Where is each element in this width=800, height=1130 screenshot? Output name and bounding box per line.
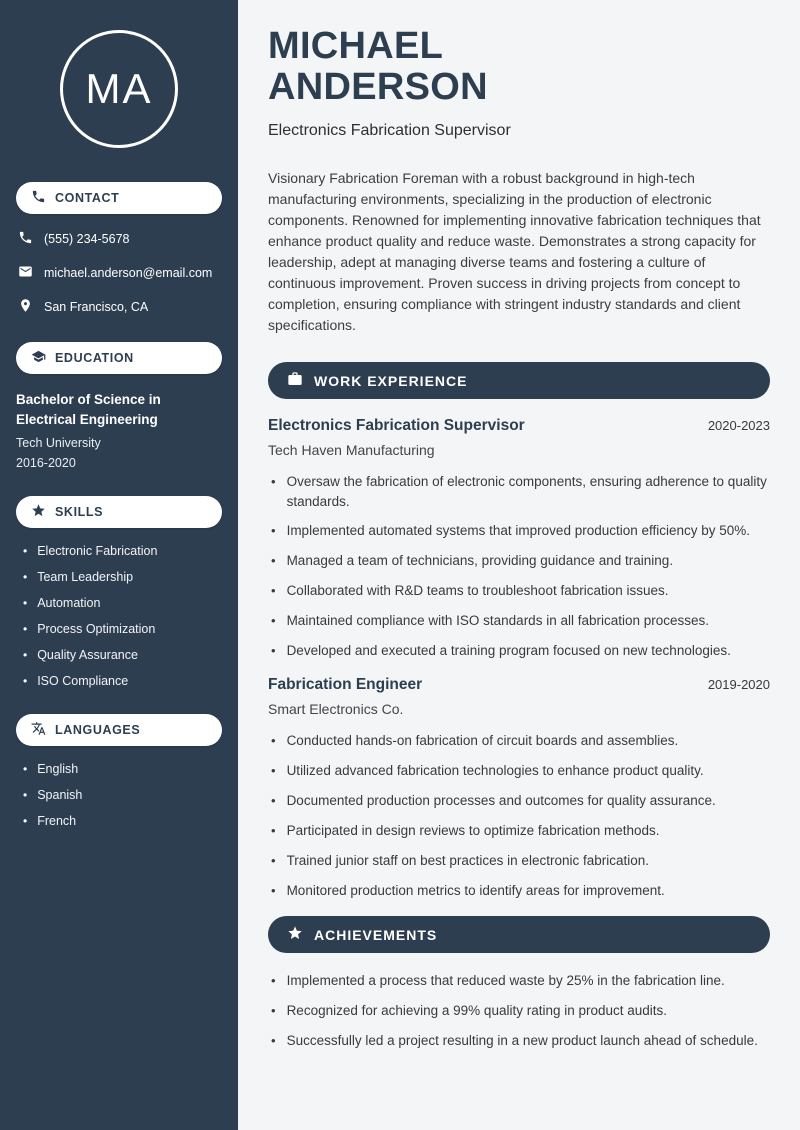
job-bullet-text: Conducted hands-on fabrication of circuit boards and assemblies. [286,733,679,749]
language-item [23,762,222,776]
language-label: Spanish [37,788,83,803]
job-header [268,417,770,435]
main-content [238,0,800,1130]
contact-section-header [16,182,222,214]
job-bullet-text: Maintained compliance with ISO standards in all fabrication processes. [286,612,710,628]
bullet-dot: • [271,612,276,628]
avatar-initials: MA [85,65,153,112]
bullet-dot: • [23,596,28,611]
name-line2: ANDERSON [268,66,488,109]
language-item [23,814,222,828]
contact-phone-text: (555) 234-5678 [44,232,130,246]
skill-item [23,570,222,584]
bullet-dot: • [23,622,28,637]
job-bullet-text: Documented production processes and outcomes for quality assurance. [286,793,716,809]
achievement-bullet [271,1001,770,1021]
bullet-dot: • [271,793,276,809]
achievement-bullet [271,971,770,991]
job-bullet [271,581,770,601]
skill-label: ISO Compliance [37,674,129,689]
job-bullet [271,791,770,811]
achievement-text: Successfully led a project resulting in a new product launch ahead of schedule. [286,1033,758,1049]
phone-icon [18,230,33,248]
achievement-text: Recognized for achieving a 99% quality rating in product audits. [286,1003,668,1019]
bullet-dot: • [23,648,28,663]
education-header-label: EDUCATION [55,351,134,365]
skills-header-label: SKILLS [55,505,104,520]
job-bullet-text: Collaborated with R&D teams to troubleshoot fabrication issues. [286,582,669,598]
job-dates: 2019-2020 [707,677,770,693]
work-experience-header-label: WORK EXPERIENCE [314,372,468,389]
education-school: Tech University [16,436,101,451]
skill-item [23,544,222,558]
contact-email-text: michael.anderson@email.com [44,266,213,280]
languages-header-label: LANGUAGES [55,723,141,738]
bullet-dot: • [23,544,28,559]
star-icon [287,925,303,944]
achievements-list [271,971,770,1051]
star-icon [31,503,46,521]
job-company: Tech Haven Manufacturing [268,442,435,459]
briefcase-icon [287,371,303,390]
skill-item [23,622,222,636]
work-experience-section-header [268,362,770,399]
language-label: French [37,814,77,829]
languages-section-header [16,714,222,746]
professional-title: Electronics Fabrication Supervisor [268,122,511,140]
language-label: English [37,762,79,777]
skills-list [23,544,222,688]
skill-item [23,648,222,662]
contact-location-text: San Francisco, CA [44,300,149,314]
job-bullet [271,551,770,571]
skill-label: Quality Assurance [37,648,138,663]
skill-label: Process Optimization [37,622,156,637]
summary-paragraph: Visionary Fabrication Foreman with a robust background in high-tech manufacturing environments, specializing in the production of electronic components. Renowned for implementing innovative fabrication techniques that enhance product quality and reduce waste. Demonstrates a strong capacity for leadership, adept at managing diverse teams and fostering a culture of continuous improvement. Proven success in driving projects from concept to completion, ensuring compliance with stringent industry standards and client specifications. [268,170,761,334]
job-entry [268,676,770,900]
bullet-dot: • [23,814,28,829]
bullet-dot: • [271,852,276,868]
skill-label: Electronic Fabrication [37,544,158,559]
bullet-dot: • [271,553,276,569]
job-bullet-list [271,731,770,900]
bullet-dot: • [23,788,28,803]
bullet-dot: • [271,973,276,989]
job-company: Smart Electronics Co. [268,701,404,718]
job-bullet-text: Monitored production metrics to identify areas for improvement. [286,882,665,898]
contact-header-label: CONTACT [55,191,120,205]
job-bullet-text: Participated in design reviews to optimize fabrication methods. [286,822,660,838]
bullet-dot: • [271,822,276,838]
bullet-dot: • [23,570,28,585]
job-bullet-text: Managed a team of technicians, providing guidance and training. [286,553,674,569]
job-bullet-list [271,472,770,660]
translate-icon [31,721,46,739]
location-icon [18,298,33,316]
job-bullet [271,641,770,661]
job-header [268,676,770,694]
page-title [268,26,770,108]
bullet-dot: • [23,762,28,777]
job-entry [268,417,770,660]
job-dates: 2020-2023 [707,418,770,434]
skill-item [23,596,222,610]
contact-item-email [18,264,222,282]
achievements-section-header [268,916,770,953]
skill-label: Team Leadership [37,570,134,585]
languages-list [23,762,222,828]
job-bullet-text: Developed and executed a training program focused on new technologies. [286,642,731,658]
bullet-dot: • [271,642,276,658]
achievements-header-label: ACHIEVEMENTS [314,926,438,943]
job-title: Fabrication Engineer [268,676,423,694]
achievement-bullet [271,1031,770,1051]
education-section-header [16,342,222,374]
job-title: Electronics Fabrication Supervisor [268,417,525,435]
sidebar [0,0,238,1130]
skill-item [23,674,222,688]
bullet-dot: • [271,474,276,490]
name-line1: MICHAEL [268,25,444,67]
skill-label: Automation [37,596,101,611]
bullet-dot: • [271,582,276,598]
job-bullet-text: Implemented automated systems that improved production efficiency by 50%. [286,523,751,539]
bullet-dot: • [271,763,276,779]
job-bullet [271,731,770,751]
contact-item-phone [18,230,222,248]
bullet-dot: • [271,523,276,539]
job-bullet-text: Utilized advanced fabrication technologies to enhance product quality. [286,763,704,779]
bullet-dot: • [271,1003,276,1019]
bullet-dot: • [23,674,28,689]
language-item [23,788,222,802]
education-degree: Bachelor of Science in Electrical Engineering [16,392,161,427]
job-bullet [271,611,770,631]
job-bullet-text: Trained junior staff on best practices in electronic fabrication. [286,852,649,868]
job-bullet [271,472,770,511]
job-bullet [271,521,770,541]
education-block [16,390,222,470]
job-bullet [271,761,770,781]
phone-icon [31,189,46,207]
bullet-dot: • [271,733,276,749]
graduation-cap-icon [31,349,46,367]
job-bullet [271,851,770,871]
job-bullet [271,821,770,841]
email-icon [18,264,33,282]
achievement-text: Implemented a process that reduced waste by 25% in the fabrication line. [286,973,725,989]
bullet-dot: • [271,882,276,898]
avatar [60,30,178,148]
contact-item-location [18,298,222,316]
skills-section-header [16,496,222,528]
bullet-dot: • [271,1033,276,1049]
contact-list [18,230,222,316]
job-bullet [271,881,770,901]
job-bullet-text: Oversaw the fabrication of electronic components, ensuring adherence to quality standards. [286,474,767,509]
education-years: 2016-2020 [16,456,76,471]
